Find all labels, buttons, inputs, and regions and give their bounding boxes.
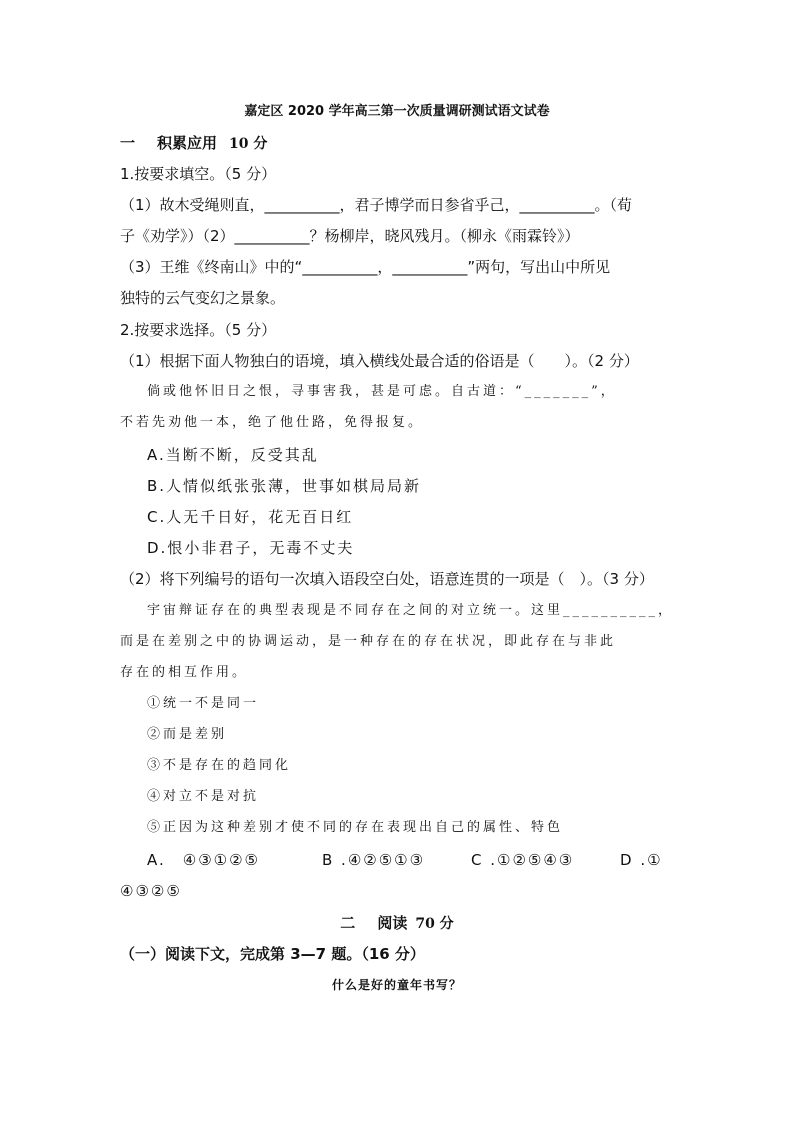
section-one-heading [120, 133, 267, 154]
answer-option-d: D .① [620, 851, 663, 869]
sentence-item-3: ③不是存在的趋同化 [147, 758, 292, 773]
section-one-title: 积累应用 [157, 134, 218, 152]
option-c: C.人无千日好，花无百日红 [147, 508, 354, 526]
question-2-part-2-quote-line-2: 而是在差别之中的协调运动，是一种存在的存在状况，即此存在与非此 [120, 634, 617, 649]
answer-option-c: C .①②⑤④③ [471, 851, 575, 869]
question-1-line-3: （3）王维《终南山》中的“__________，__________”两句，写出山中所见 [120, 258, 611, 276]
answer-option-a: A. ④③①②⑤ [147, 851, 261, 869]
section-one-number: 一 [120, 134, 136, 152]
section-one-score: 10 分 [229, 136, 268, 152]
option-b: B.人情似纸张张薄，世事如棋局局新 [147, 477, 422, 495]
question-2-heading: 2.按要求选择。（5 分） [120, 321, 277, 339]
sentence-item-4: ④对立不是对抗 [147, 789, 260, 804]
sentence-item-2: ②而是差别 [147, 727, 228, 742]
sentence-item-1: ①统一不是同一 [147, 696, 260, 711]
answer-option-d-continued: ④③②⑤ [120, 882, 182, 900]
question-2-part-2-quote-line-1: 宇宙辩证存在的典型表现是不同存在之间的对立统一。这里__________， [147, 603, 675, 618]
article-title: 什么是好的童年书写？ [331, 978, 462, 992]
reading-part-1-heading: （一）阅读下文，完成第 3—7 题。（16 分） [120, 945, 425, 963]
question-2-part-2-stem: （2）将下列编号的语句一次填入语段空白处，语意连贯的一项是（ ）。（3 分） [120, 570, 654, 588]
question-1-line-4: 独特的云气变幻之景象。 [120, 289, 286, 307]
option-d: D.恨小非君子，无毒不丈夫 [147, 539, 355, 557]
question-1-heading: 1.按要求填空。（5 分） [120, 165, 277, 183]
section-two-heading [0, 913, 794, 934]
option-a: A.当断不断，反受其乱 [147, 446, 319, 464]
answer-option-b: B .④②⑤①③ [322, 851, 426, 869]
question-2-part-1-quote-line-1: 倘或他怀旧日之恨，寻事害我，甚是可虑。自古道：“_______”， [147, 384, 617, 399]
section-two-number: 二 [340, 914, 356, 932]
question-1-line-2: 子《劝学》）（2）__________？杨柳岸，晓风残月。（柳永《雨霖铃》） [120, 227, 580, 245]
sentence-item-5: ⑤正因为这种差别才使不同的存在表现出自己的属性、特色 [147, 820, 564, 835]
section-two-title: 阅读 [377, 914, 408, 932]
question-1-line-1: （1）故木受绳则直，__________，君子博学而日参省乎己，__________。（荀 [120, 196, 633, 214]
question-2-part-2-quote-line-3: 存在的相互作用。 [120, 665, 249, 680]
question-2-part-1-stem: （1）根据下面人物独白的语境，填入横线处最合适的俗语是（ ）。（2 分） [120, 352, 639, 370]
question-2-part-1-quote-line-2: 不若先劝他一本，绝了他仕路，免得报复。 [120, 415, 425, 430]
section-two-score: 70 分 [415, 916, 454, 932]
exam-title: 嘉定区 2020 学年高三第一次质量调研测试语文试卷 [244, 104, 550, 119]
